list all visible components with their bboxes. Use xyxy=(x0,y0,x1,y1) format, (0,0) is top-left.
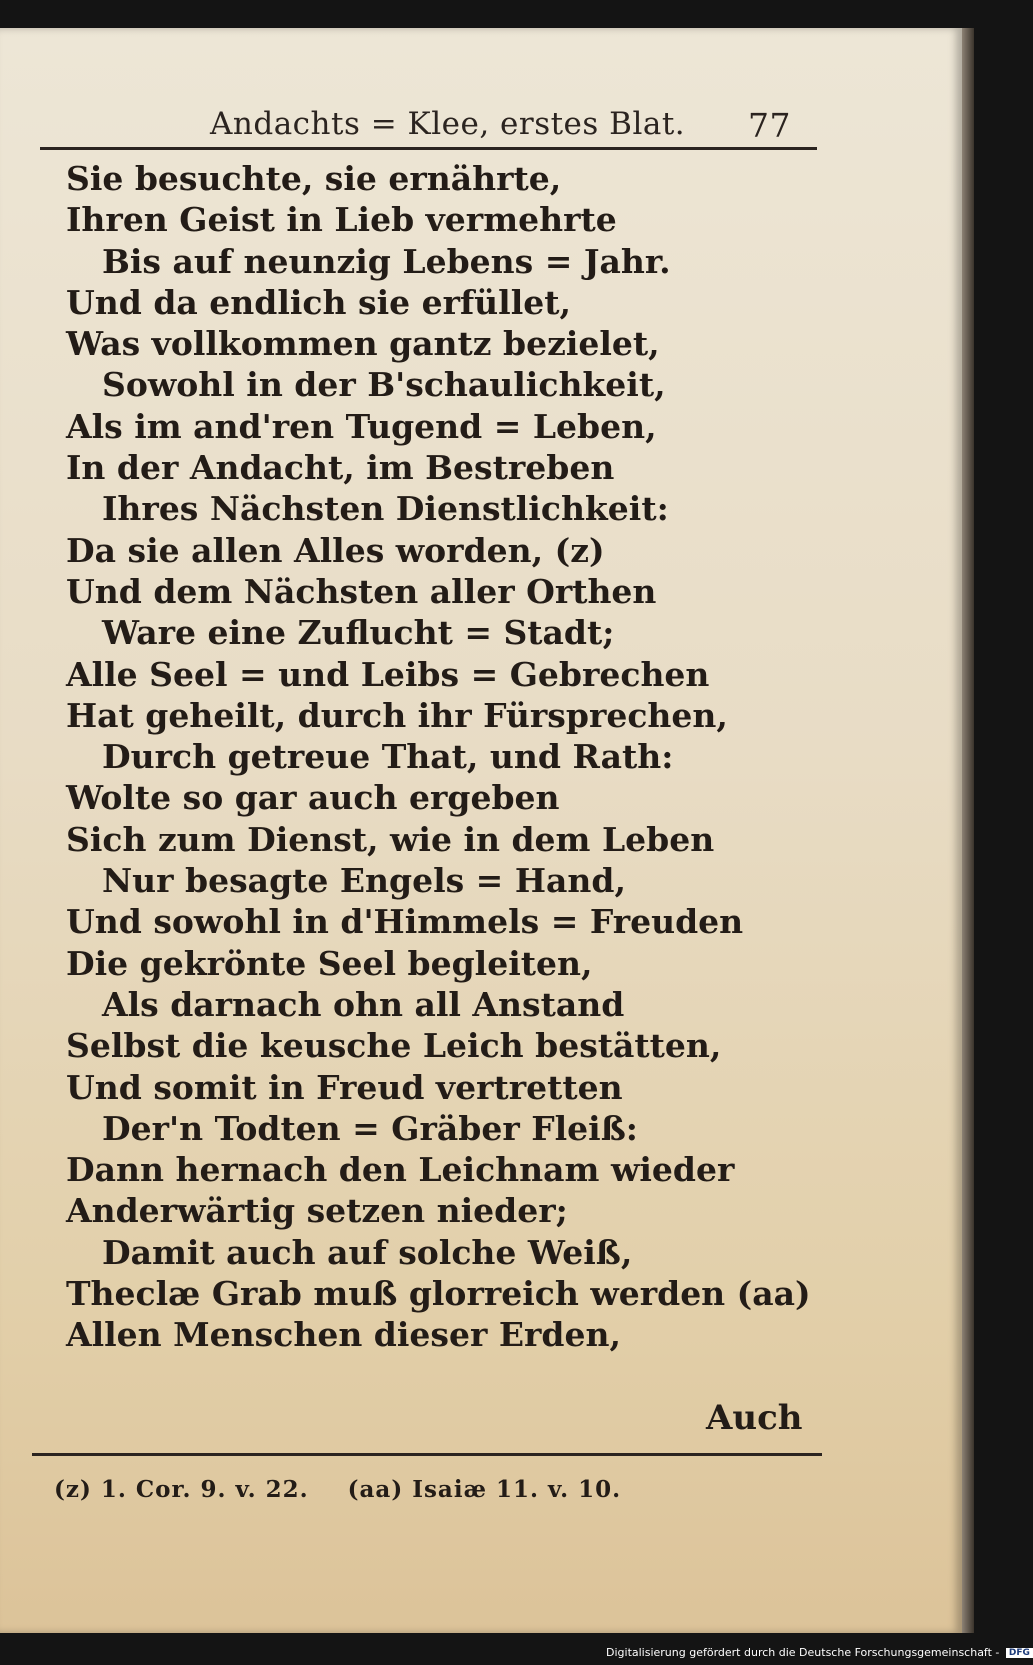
digitization-credit xyxy=(606,1646,1033,1659)
verse-line: Und sowohl in d'Himmels = Freuden xyxy=(66,902,744,942)
verse-line: Allen Menschen dieser Erden, xyxy=(66,1315,621,1355)
verse-line: Und somit in Freud vertretten xyxy=(66,1067,623,1107)
verse-line: Wolte so gar auch ergeben xyxy=(66,778,560,818)
page-header xyxy=(210,100,810,150)
verse-line: Selbst die keusche Leich bestätten, xyxy=(66,1026,722,1066)
verse-line: Anderwärtig setzen nieder; xyxy=(66,1191,568,1231)
verse-line: Theclæ Grab muß glorreich werden (aa) xyxy=(66,1274,811,1314)
verse-line: Als darnach ohn all Anstand xyxy=(102,984,625,1024)
running-title: Andachts = Klee, erstes Blat. xyxy=(210,106,686,142)
verse-line: Der'n Todten = Gräber Fleiß: xyxy=(102,1108,638,1148)
credit-text: Digitalisierung gefördert durch die Deutsche Forschungsgemeinschaft - xyxy=(606,1646,1000,1659)
verse-line: Als im and'ren Tugend = Leben, xyxy=(66,406,657,446)
catchword: Auch xyxy=(706,1398,803,1438)
verse-line: Was vollkommen gantz bezielet, xyxy=(66,324,660,364)
header-rule xyxy=(40,147,817,150)
verse-line: Die gekrönte Seel begleiten, xyxy=(66,943,593,983)
verse-line: Nur besagte Engels = Hand, xyxy=(102,861,626,901)
footnote-aa: (aa) Isaiæ 11. v. 10. xyxy=(347,1476,622,1503)
verse-line: Alle Seel = und Leibs = Gebrechen xyxy=(66,654,710,694)
verse-line: Da sie allen Alles worden, (z) xyxy=(66,530,605,570)
verse-line: Hat geheilt, durch ihr Fürsprechen, xyxy=(66,695,728,735)
verse-line: Sich zum Dienst, wie in dem Leben xyxy=(66,819,715,859)
verse-line: Bis auf neunzig Lebens = Jahr. xyxy=(102,241,671,281)
poem-text xyxy=(66,158,811,1356)
dfg-logo: DFG xyxy=(1006,1648,1033,1658)
verse-line: Ihren Geist in Lieb vermehrte xyxy=(66,200,617,240)
verse-line: Durch getreue That, und Rath: xyxy=(102,737,674,777)
verse-line: Und dem Nächsten aller Orthen xyxy=(66,571,657,611)
page-number: 77 xyxy=(748,106,791,145)
footnote-z: (z) 1. Cor. 9. v. 22. xyxy=(54,1476,309,1503)
verse-line: Und da endlich sie erfüllet, xyxy=(66,282,571,322)
verse-line: In der Andacht, im Bestreben xyxy=(66,448,615,488)
verse-line: Sie besuchte, sie ernährte, xyxy=(66,159,562,198)
footnotes xyxy=(54,1476,651,1503)
verse-line: Ihres Nächsten Dienstlichkeit: xyxy=(102,489,669,529)
verse-line: Sowohl in der B'schaulichkeit, xyxy=(102,365,666,405)
verse-line: Dann hernach den Leichnam wieder xyxy=(66,1150,735,1190)
verse-line: Damit auch auf solche Weiß, xyxy=(102,1232,633,1272)
footnote-rule xyxy=(32,1453,822,1456)
verse-line: Ware eine Zuflucht = Stadt; xyxy=(102,613,615,653)
page-edge xyxy=(962,28,974,1633)
